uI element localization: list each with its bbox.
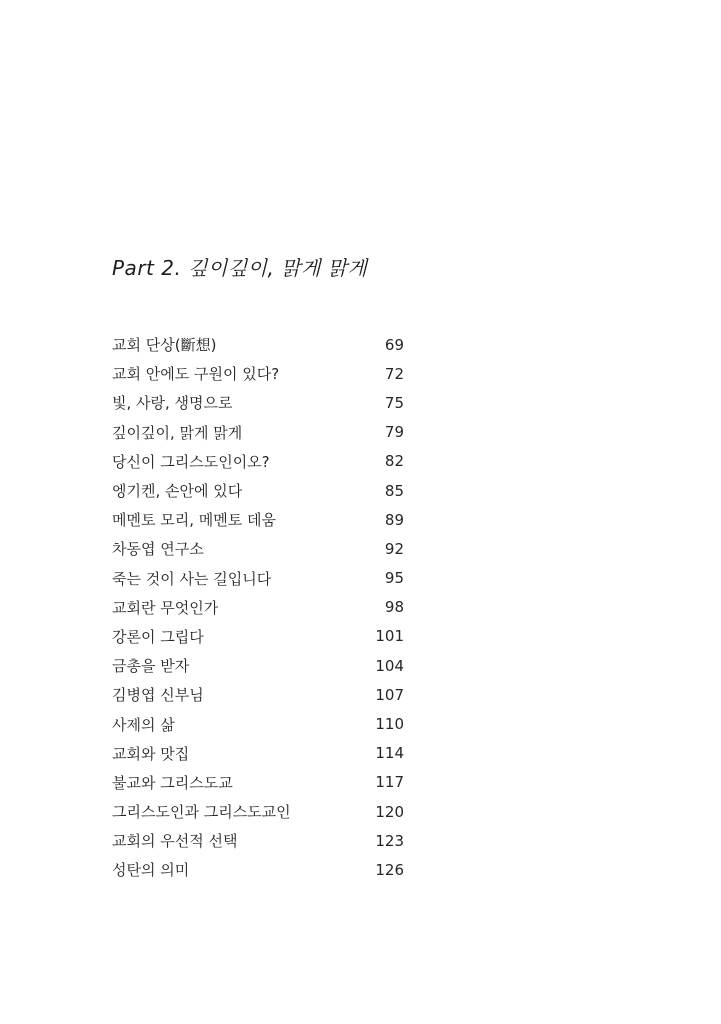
toc-entry — [112, 651, 404, 680]
toc-entry-page: 101 — [375, 627, 404, 646]
toc-entry-page: 123 — [375, 831, 404, 850]
toc-entry — [112, 797, 404, 826]
table-of-contents — [112, 330, 404, 885]
toc-entry — [112, 447, 404, 476]
toc-entry-page: 85 — [384, 481, 404, 500]
toc-entry — [112, 505, 404, 534]
toc-entry-title: 교회 단상(斷想) — [112, 336, 217, 355]
toc-entry-page: 72 — [384, 364, 404, 383]
toc-entry — [112, 418, 404, 447]
toc-entry-title: 금총을 받자 — [112, 657, 190, 676]
toc-entry — [112, 680, 404, 709]
toc-entry-title: 교회의 우선적 선택 — [112, 832, 238, 851]
toc-entry — [112, 330, 404, 359]
toc-entry-page: 114 — [375, 744, 404, 763]
toc-entry-title: 교회란 무엇인가 — [112, 598, 219, 617]
toc-entry-title: 엥기켄, 손안에 있다 — [112, 482, 243, 501]
toc-entry — [112, 388, 404, 417]
toc-entry — [112, 534, 404, 563]
toc-entry — [112, 826, 404, 855]
toc-entry-page: 126 — [375, 860, 404, 879]
toc-entry-page: 117 — [375, 773, 404, 792]
toc-entry — [112, 855, 404, 884]
toc-entry-page: 98 — [384, 598, 404, 617]
toc-entry — [112, 476, 404, 505]
toc-entry — [112, 622, 404, 651]
toc-entry-page: 107 — [375, 685, 404, 704]
toc-entry-title: 강론이 그립다 — [112, 627, 204, 646]
toc-entry — [112, 359, 404, 388]
toc-entry-title: 사제의 삶 — [112, 715, 175, 734]
toc-entry-page: 79 — [384, 423, 404, 442]
toc-entry-title: 불교와 그리스도교 — [112, 773, 233, 792]
toc-entry — [112, 768, 404, 797]
toc-entry — [112, 739, 404, 768]
toc-entry-page: 95 — [384, 569, 404, 588]
part-title: Part 2. 깊이깊이, 맑게 맑게 — [112, 256, 368, 280]
toc-entry-page: 120 — [375, 802, 404, 821]
toc-entry-title: 죽는 것이 사는 길입니다 — [112, 569, 272, 588]
toc-entry-page: 89 — [384, 510, 404, 529]
toc-entry-title: 메멘토 모리, 메멘토 데움 — [112, 511, 276, 530]
toc-entry-page: 104 — [375, 656, 404, 675]
toc-entry-title: 성탄의 의미 — [112, 861, 190, 880]
toc-entry-title: 차동엽 연구소 — [112, 540, 204, 559]
toc-entry — [112, 593, 404, 622]
toc-entry-title: 빛, 사랑, 생명으로 — [112, 394, 233, 413]
toc-entry-page: 82 — [384, 452, 404, 471]
toc-entry-title: 김병엽 신부님 — [112, 686, 204, 705]
toc-entry — [112, 709, 404, 738]
toc-entry-title: 교회 안에도 구원이 있다? — [112, 365, 280, 384]
toc-entry-page: 110 — [375, 715, 404, 734]
toc-entry-page: 69 — [384, 335, 404, 354]
toc-entry-title: 깊이깊이, 맑게 맑게 — [112, 423, 243, 442]
toc-entry — [112, 564, 404, 593]
toc-entry-page: 75 — [384, 393, 404, 412]
toc-entry-title: 당신이 그리스도인이오? — [112, 452, 270, 471]
toc-entry-page: 92 — [384, 539, 404, 558]
toc-entry-title: 교회와 맛집 — [112, 744, 190, 763]
toc-entry-title: 그리스도인과 그리스도교인 — [112, 803, 291, 822]
